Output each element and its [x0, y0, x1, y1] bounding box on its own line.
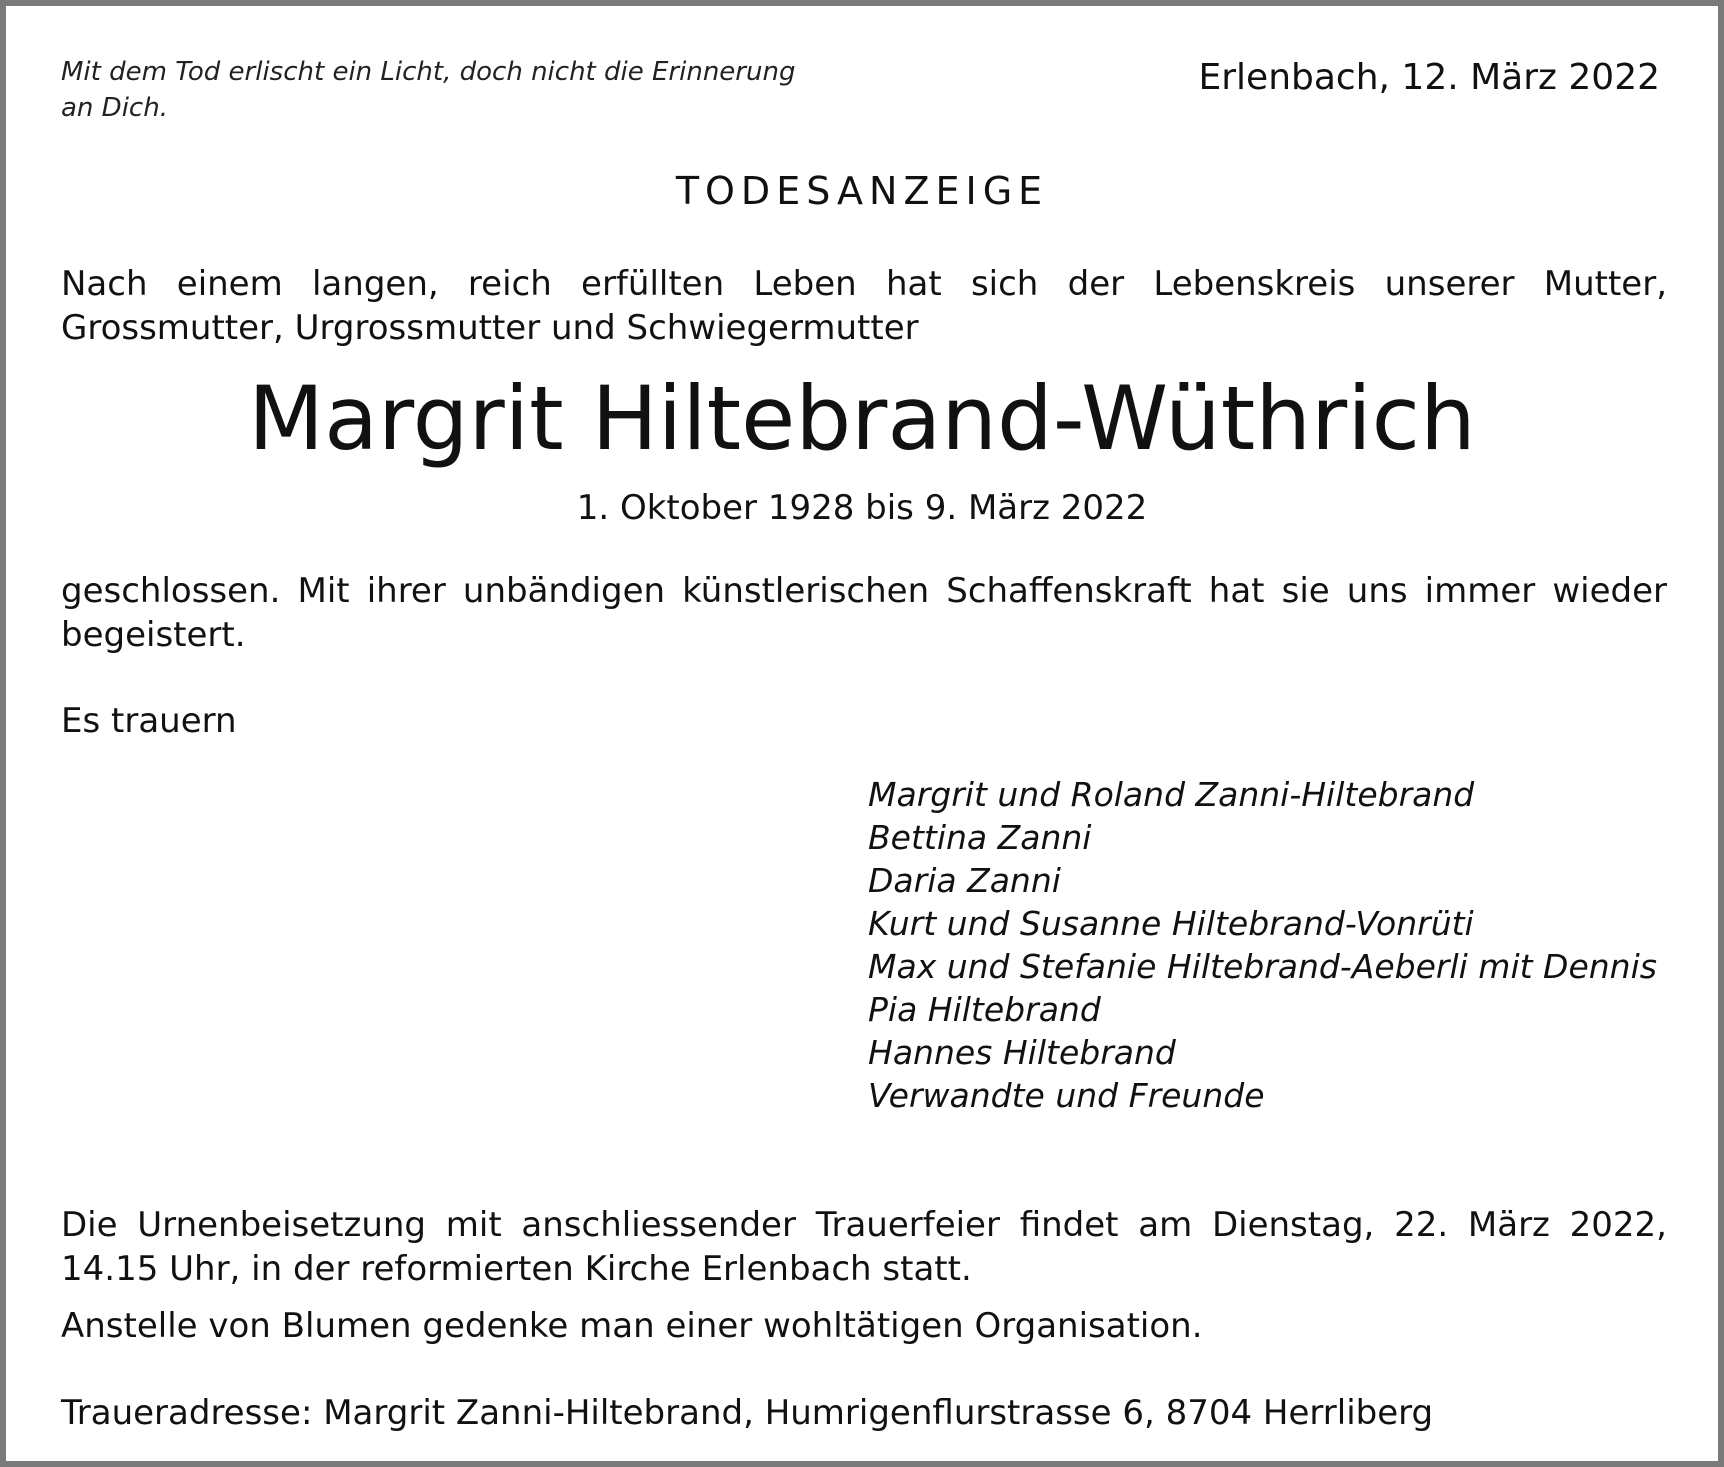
mourner-item: Bettina Zanni: [868, 818, 1092, 857]
place-date: Erlenbach, 12. März 2022: [1198, 57, 1660, 98]
mourner-item: Hannes Hiltebrand: [868, 1033, 1176, 1072]
mourner-item: Max und Stefanie Hiltebrand-Aeberli mit Dennis: [868, 947, 1657, 986]
intro-paragraph: Nach einem langen, reich erfüllten Leben hat sich der Lebenskreis unserer Mutter, Grossmutter, Urgrossmutter und Schwiegermutter: [61, 264, 1667, 348]
notice-heading: TODESANZEIGE: [675, 169, 1049, 213]
mourning-address: Traueradresse: Margrit Zanni-Hiltebrand, Humrigenflurstrasse 6, 8704 Herrliberg: [61, 1393, 1434, 1433]
mourner-item: Pia Hiltebrand: [868, 990, 1101, 1029]
deceased-name: Margrit Hiltebrand-Wüthrich: [248, 367, 1476, 470]
mourners-list: [868, 773, 1688, 1117]
closing-paragraph: geschlossen. Mit ihrer unbändigen künstlerischen Schaffenskraft hat sie uns immer wieder begeistert.: [61, 571, 1667, 655]
mourning-intro: Es trauern: [61, 701, 237, 741]
mourner-item: Daria Zanni: [868, 861, 1061, 900]
funeral-notice: Die Urnenbeisetzung mit anschliessender Trauerfeier findet am Dienstag, 22. März 2022, 14.15 Uhr, in der reformierten Kirche Erlenbach statt.: [61, 1205, 1667, 1289]
mourner-item: Verwandte und Freunde: [868, 1076, 1265, 1115]
mourner-item: Margrit und Roland Zanni-Hiltebrand: [868, 775, 1475, 814]
motto-text: Mit dem Tod erlischt ein Licht, doch nicht die Erinnerung an Dich.: [61, 57, 796, 123]
life-dates: 1. Oktober 1928 bis 9. März 2022: [576, 488, 1148, 528]
mourner-item: Kurt und Susanne Hiltebrand-Vonrüti: [868, 904, 1474, 943]
flowers-notice: Anstelle von Blumen gedenke man einer wohltätigen Organisation.: [61, 1306, 1203, 1346]
